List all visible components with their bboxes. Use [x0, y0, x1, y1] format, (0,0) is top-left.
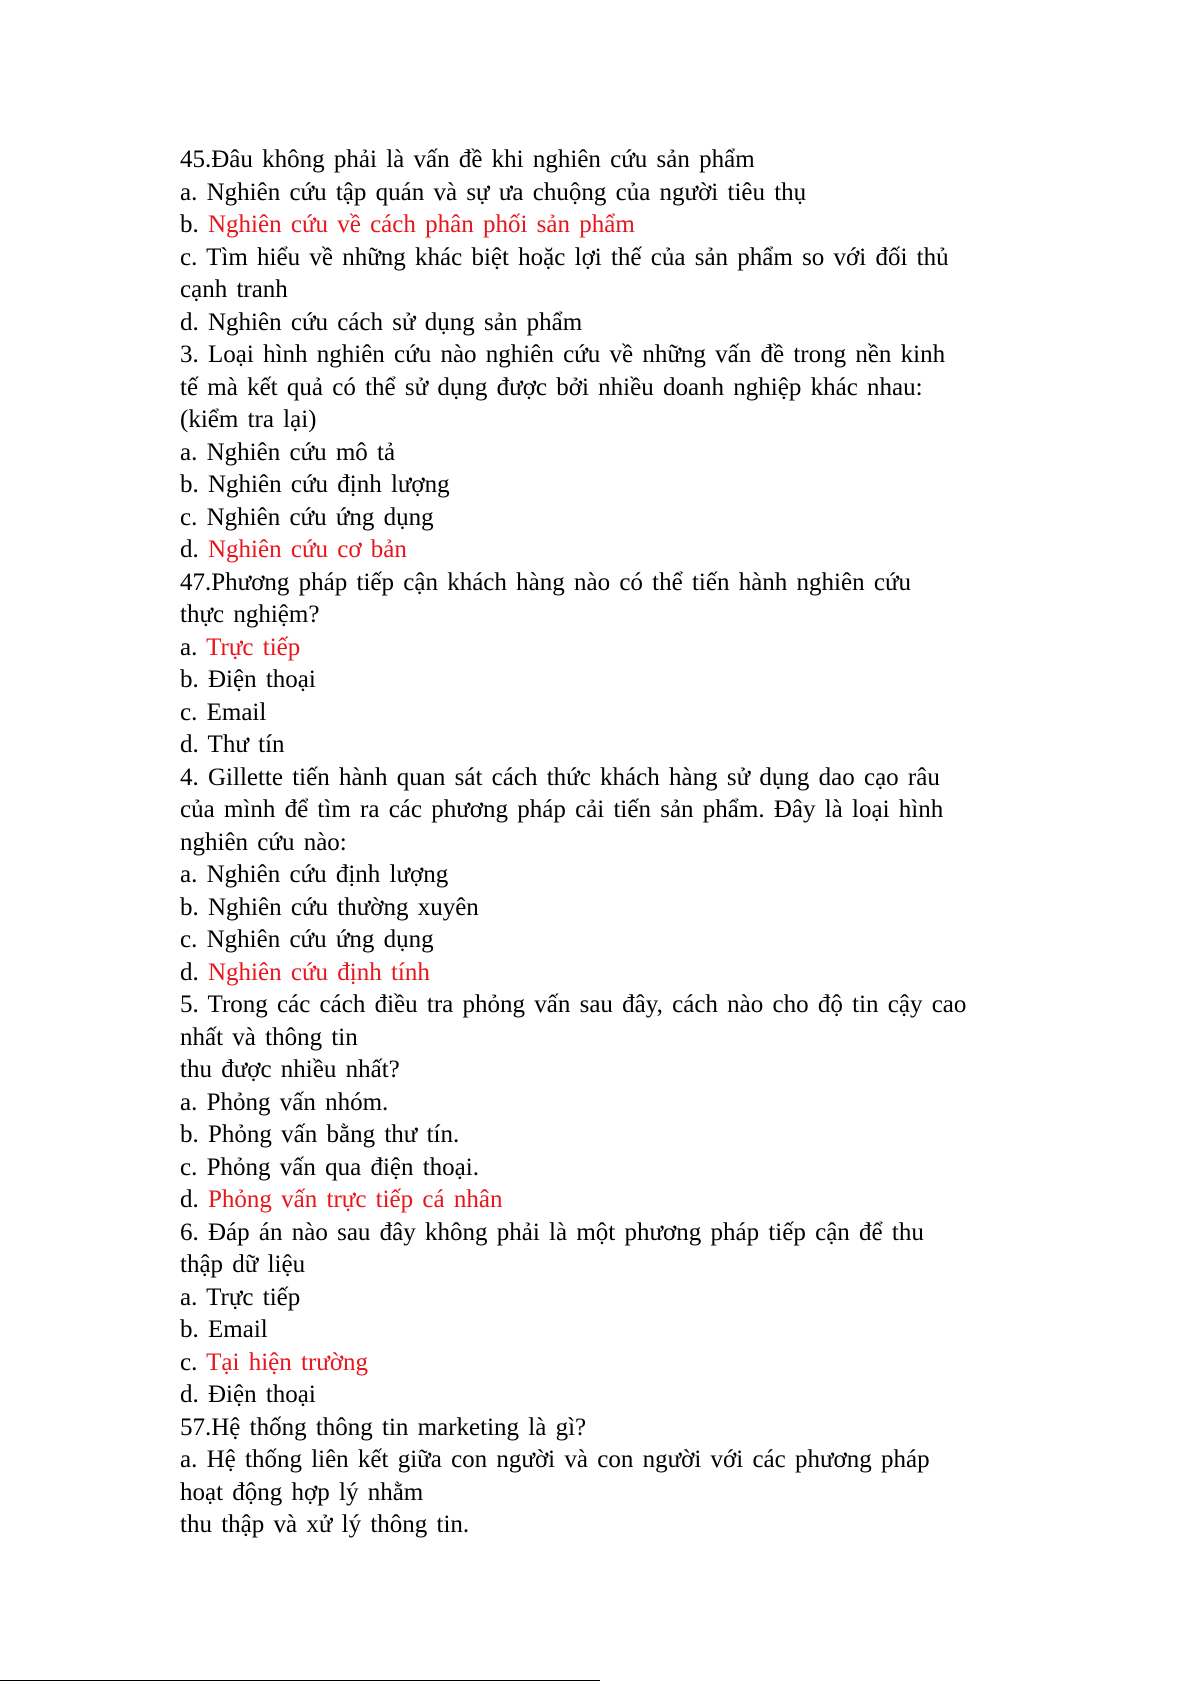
- option-c: c. Email: [180, 698, 267, 726]
- option-d: d. Thư tín: [180, 731, 285, 758]
- question-6: 6. Đáp án nào sau đây không phải là một phương pháp tiếp cận để thu: [180, 1218, 924, 1246]
- question-3-continued: tế mà kết quả có thể sử dụng được bởi nhiều doanh nghiệp khác nhau:: [180, 373, 923, 401]
- option-a-continued: hoạt động hợp lý nhằm: [180, 1478, 424, 1506]
- option-c-answer: c. Tại hiện trường: [180, 1348, 369, 1376]
- option-d-answer: d. Nghiên cứu định tính: [180, 958, 430, 986]
- option-a: a. Trực tiếp: [180, 1283, 301, 1311]
- option-a-continued: thu thập và xử lý thông tin.: [180, 1511, 470, 1538]
- option-b: b. Phỏng vấn bằng thư tín.: [180, 1121, 460, 1148]
- question-3-note: (kiểm tra lại): [180, 406, 317, 433]
- option-a: a. Nghiên cứu mô tả: [180, 438, 396, 466]
- question-4-continued: của mình để tìm ra các phương pháp cải tiến sản phẩm. Đây là loại hình: [180, 796, 944, 823]
- option-a: a. Nghiên cứu tập quán và sự ưa chuộng của người tiêu thụ: [180, 178, 807, 206]
- option-b: b. Điện thoại: [180, 666, 316, 693]
- question-47: 47.Phương pháp tiếp cận khách hàng nào có thể tiến hành nghiên cứu: [180, 568, 911, 596]
- option-a: a. Hệ thống liên kết giữa con người và con người với các phương pháp: [180, 1446, 930, 1473]
- question-3: 3. Loại hình nghiên cứu nào nghiên cứu về những vấn đề trong nền kinh: [180, 341, 946, 368]
- question-6-continued: thập dữ liệu: [180, 1251, 306, 1278]
- option-a: a. Nghiên cứu định lượng: [180, 861, 449, 888]
- option-a-answer: a. Trực tiếp: [180, 633, 301, 661]
- option-d-answer: d. Nghiên cứu cơ bản: [180, 536, 407, 563]
- option-d: d. Nghiên cứu cách sử dụng sản phẩm: [180, 308, 583, 336]
- question-57: 57.Hệ thống thông tin marketing là gì?: [180, 1413, 587, 1441]
- bottom-rule: [0, 1680, 600, 1681]
- question-5: 5. Trong các cách điều tra phỏng vấn sau đây, cách nào cho độ tin cậy cao: [180, 991, 967, 1018]
- option-c: c. Tìm hiểu về những khác biệt hoặc lợi thế của sản phẩm so với đối thủ: [180, 243, 949, 271]
- option-b: b. Nghiên cứu định lượng: [180, 471, 450, 498]
- question-4-continued: nghiên cứu nào:: [180, 828, 347, 856]
- option-d-answer: d. Phỏng vấn trực tiếp cá nhân: [180, 1186, 503, 1213]
- option-b-answer: b. Nghiên cứu về cách phân phối sản phẩm: [180, 211, 635, 238]
- option-c: c. Nghiên cứu ứng dụng: [180, 926, 434, 953]
- question-5-continued: nhất và thông tin: [180, 1023, 358, 1051]
- option-c: c. Phỏng vấn qua điện thoại.: [180, 1153, 479, 1181]
- question-45: 45.Đâu không phải là vấn đề khi nghiên cứu sản phẩm: [180, 146, 755, 173]
- question-5-continued: thu được nhiều nhất?: [180, 1056, 400, 1083]
- option-a: a. Phỏng vấn nhóm.: [180, 1088, 389, 1116]
- question-list: [180, 144, 1130, 1542]
- question-47-continued: thực nghiệm?: [180, 601, 320, 628]
- option-c-continued: cạnh tranh: [180, 276, 288, 303]
- option-b: b. Email: [180, 1316, 268, 1343]
- option-c: c. Nghiên cứu ứng dụng: [180, 503, 434, 531]
- option-d: d. Điện thoại: [180, 1381, 316, 1408]
- question-4: 4. Gillette tiến hành quan sát cách thức khách hàng sử dụng dao cạo râu: [180, 763, 940, 791]
- option-b: b. Nghiên cứu thường xuyên: [180, 893, 479, 921]
